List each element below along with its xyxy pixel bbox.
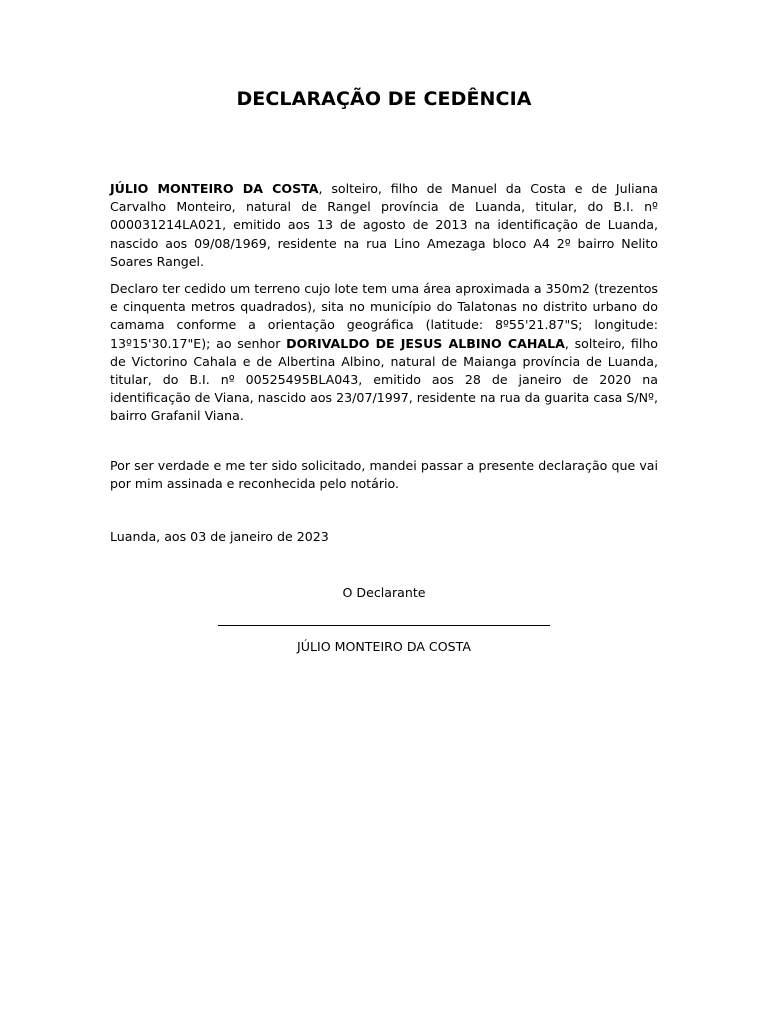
signature-name: JÚLIO MONTEIRO DA COSTA [297, 639, 471, 654]
grantee-name: DORIVALDO DE JESUS ALBINO CAHALA [286, 335, 565, 351]
cession-text-before: Declaro ter cedido um terreno cujo lote tem uma área aproximada a 350m2 (trezentos e cinquenta metros quadrados), sita no município do Talatonas no distrito urbano do camama conforme a orientação geográfica (latitude: 8º55'21.87"S; longitude: 13º15'30.17"E); ao senhor [110, 281, 658, 351]
paragraph-grantor [110, 180, 658, 271]
grantor-details: , solteiro, filho de Manuel da Costa e de Juliana Carvalho Monteiro, natural de Rangel província de Luanda, titular, do B.I. nº 000031214LA021, emitido aos 13 de agosto de 2013 na identificação de Luanda, nascido aos 09/08/1969, residente na rua Lino Amezaga bloco A4 2º bairro Nelito Soares Rangel. [110, 181, 658, 269]
paragraph-closing: Por ser verdade e me ter sido solicitado, mandei passar a presente declaração que vai por mim assinada e reconhecida pelo notário. [110, 458, 658, 492]
signature-line [218, 625, 550, 626]
grantee-details: , solteiro, filho de Victorino Cahala e de Albertina Albino, natural de Maianga província de Luanda, titular, do B.I. nº 00525495BLA043, emitido aos 28 de janeiro de 2020 na identificação de Viana, nascido aos 23/07/1997, residente na rua da guarita casa S/Nº, bairro Grafanil Viana. [110, 335, 659, 424]
document-title: DECLARAÇÃO DE CEDÊNCIA [236, 88, 532, 110]
paragraph-cession [110, 280, 658, 426]
signature-role: O Declarante [342, 585, 426, 600]
grantor-name: JÚLIO MONTEIRO DA COSTA [110, 181, 319, 196]
date-line: Luanda, aos 03 de janeiro de 2023 [110, 529, 329, 544]
